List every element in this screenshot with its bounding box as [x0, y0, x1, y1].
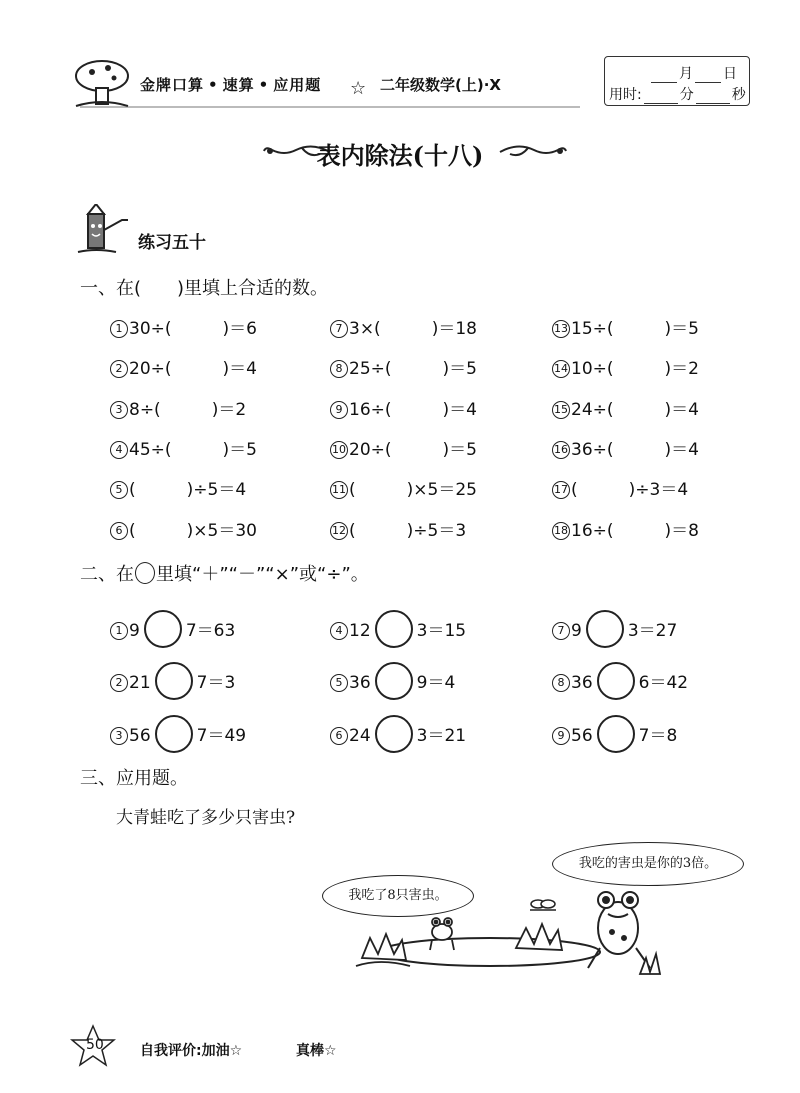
operator-circle-input[interactable]: [597, 715, 635, 753]
item-equation: ( )×5＝25: [349, 480, 477, 500]
section3-heading: 三、应用题。: [80, 768, 188, 789]
item-number-badge: 18: [552, 522, 570, 540]
item-equation: ( )÷5＝4: [129, 480, 247, 500]
fill-blank-item[interactable]: [552, 475, 688, 500]
item-equation: ( )÷5＝3: [349, 521, 467, 541]
big-frog-speech-bubble: 我吃的害虫是你的3倍。: [552, 842, 744, 886]
pond-frogs-illustration: [350, 888, 670, 988]
left-operand: 56: [129, 726, 151, 746]
left-operand: 24: [349, 726, 371, 746]
item-number-badge: 9: [330, 401, 348, 419]
operator-circle-input[interactable]: [155, 662, 193, 700]
big-frog-icon: [588, 892, 650, 968]
grade-label: 二年级数学(上)·X: [380, 76, 501, 94]
right-expression: 3＝27: [627, 621, 678, 641]
minute-label: 分: [679, 87, 694, 103]
day-blank[interactable]: [695, 68, 721, 83]
section2-heading-post: 里填“＋”“－”“×”或“÷”。: [156, 564, 369, 585]
item-equation: 30÷( )＝6: [129, 319, 257, 339]
fill-blank-item[interactable]: [552, 395, 699, 420]
right-expression: 6＝42: [638, 673, 689, 693]
item-number-badge: 15: [552, 401, 570, 419]
right-expression: 7＝63: [185, 621, 236, 641]
operator-item: [110, 662, 235, 700]
right-expression: 3＝21: [416, 726, 467, 746]
item-number-badge: 2: [110, 674, 128, 692]
right-expression: 7＝49: [196, 726, 247, 746]
left-operand: 36: [571, 673, 593, 693]
fill-blank-item[interactable]: [110, 354, 257, 379]
left-operand: 21: [129, 673, 151, 693]
item-equation: 15÷( )＝5: [571, 319, 699, 339]
item-number-badge: 3: [110, 401, 128, 419]
second-label: 秒: [731, 87, 746, 103]
operator-item: [110, 715, 246, 753]
fill-blank-item[interactable]: [330, 516, 466, 541]
star-icon: ☆: [350, 78, 367, 99]
item-number-badge: 8: [330, 360, 348, 378]
item-number-badge: 14: [552, 360, 570, 378]
fill-blank-item[interactable]: [330, 475, 477, 500]
item-number-badge: 1: [110, 320, 128, 338]
item-number-badge: 13: [552, 320, 570, 338]
second-blank[interactable]: [696, 89, 730, 104]
time-line: [609, 84, 746, 104]
small-frog-speech-bubble: 我吃了8只害虫。: [322, 875, 474, 917]
fill-blank-item[interactable]: [110, 435, 257, 460]
operator-circle-input[interactable]: [155, 715, 193, 753]
item-equation: 45÷( )＝5: [129, 440, 257, 460]
page-title: 表内除法(十八): [316, 141, 484, 170]
item-number-badge: 3: [110, 727, 128, 745]
right-expression: 3＝15: [416, 621, 467, 641]
operator-item: [552, 662, 688, 700]
month-blank[interactable]: [651, 68, 677, 83]
fill-blank-item[interactable]: [552, 354, 699, 379]
section1-heading: 一、在( )里填上合适的数。: [80, 278, 329, 299]
operator-item: [330, 662, 455, 700]
item-number-badge: 16: [552, 441, 570, 459]
item-equation: ( )÷3＝4: [571, 480, 689, 500]
item-number-badge: 5: [330, 674, 348, 692]
practice-label: 练习五十: [138, 233, 206, 253]
item-number-badge: 7: [552, 622, 570, 640]
item-equation: 16÷( )＝4: [349, 400, 477, 420]
fill-blank-item[interactable]: [552, 435, 699, 460]
item-equation: 36÷( )＝4: [571, 440, 699, 460]
pencil-mascot-icon: [76, 204, 134, 256]
item-number-badge: 7: [330, 320, 348, 338]
day-label: 日: [723, 66, 737, 82]
section2-heading-pre: 二、在: [80, 564, 134, 585]
right-expression: 9＝4: [416, 673, 456, 693]
date-line: [649, 63, 737, 83]
operator-circle-input[interactable]: [375, 662, 413, 700]
operator-circle-input[interactable]: [144, 610, 182, 648]
series-part-3: 应用题: [273, 76, 322, 94]
operator-circle-input[interactable]: [375, 715, 413, 753]
page-number: 50: [86, 1037, 104, 1053]
mushroom-icon: [72, 58, 132, 108]
operator-circle-input[interactable]: [597, 662, 635, 700]
fill-blank-item[interactable]: [110, 314, 257, 339]
self-evaluation-label: 自我评价:加油☆: [140, 1043, 243, 1059]
fill-blank-item[interactable]: [110, 516, 257, 541]
item-equation: 8÷( )＝2: [129, 400, 247, 420]
circle-icon: [135, 562, 155, 584]
series-part-2: 速算: [222, 76, 255, 94]
operator-item: [110, 610, 235, 648]
fill-blank-item[interactable]: [330, 354, 477, 379]
item-equation: 25÷( )＝5: [349, 359, 477, 379]
operator-item: [552, 715, 677, 753]
left-operand: 9: [129, 621, 140, 641]
item-equation: 24÷( )＝4: [571, 400, 699, 420]
item-number-badge: 5: [110, 481, 128, 499]
operator-circle-input[interactable]: [375, 610, 413, 648]
lily-flower-icon: [516, 924, 562, 950]
item-number-badge: 10: [330, 441, 348, 459]
item-number-badge: 2: [110, 360, 128, 378]
operator-item: [330, 715, 466, 753]
dragonfly-icon: [530, 900, 556, 910]
word-problem-question: 大青蛙吃了多少只害虫?: [116, 808, 296, 828]
time-label: 用时:: [609, 87, 642, 103]
section2-heading: [80, 560, 369, 586]
fill-blank-item[interactable]: [110, 395, 246, 420]
operator-circle-input[interactable]: [586, 610, 624, 648]
operator-item: [552, 610, 677, 648]
item-number-badge: 4: [110, 441, 128, 459]
item-number-badge: 1: [110, 622, 128, 640]
right-flourish-icon: [498, 140, 568, 162]
minute-blank[interactable]: [644, 89, 678, 104]
right-expression: 7＝8: [638, 726, 678, 746]
item-number-badge: 11: [330, 481, 348, 499]
item-number-badge: 9: [552, 727, 570, 745]
item-equation: 16÷( )＝8: [571, 521, 699, 541]
fill-blank-item[interactable]: [330, 314, 477, 339]
fill-blank-item[interactable]: [552, 516, 699, 541]
item-equation: 20÷( )＝4: [129, 359, 257, 379]
item-equation: 10÷( )＝2: [571, 359, 699, 379]
left-operand: 9: [571, 621, 582, 641]
great-label: 真棒☆: [296, 1043, 337, 1059]
date-time-box: [604, 56, 750, 106]
item-number-badge: 17: [552, 481, 570, 499]
item-equation: ( )×5＝30: [129, 521, 257, 541]
left-operand: 12: [349, 621, 371, 641]
month-label: 月: [679, 66, 693, 82]
series-title: 金牌口算 • 速算 • 应用题: [140, 76, 322, 94]
fill-blank-item[interactable]: [552, 314, 699, 339]
item-number-badge: 12: [330, 522, 348, 540]
fill-blank-item[interactable]: [330, 395, 477, 420]
series-part-1: 金牌口算: [140, 76, 205, 94]
left-operand: 36: [349, 673, 371, 693]
right-expression: 7＝3: [196, 673, 236, 693]
item-number-badge: 4: [330, 622, 348, 640]
fill-blank-item[interactable]: [330, 435, 477, 460]
fill-blank-item[interactable]: [110, 475, 246, 500]
left-operand: 56: [571, 726, 593, 746]
item-number-badge: 8: [552, 674, 570, 692]
item-equation: 20÷( )＝5: [349, 440, 477, 460]
item-number-badge: 6: [110, 522, 128, 540]
item-number-badge: 6: [330, 727, 348, 745]
item-equation: 3×( )＝18: [349, 319, 477, 339]
operator-item: [330, 610, 466, 648]
